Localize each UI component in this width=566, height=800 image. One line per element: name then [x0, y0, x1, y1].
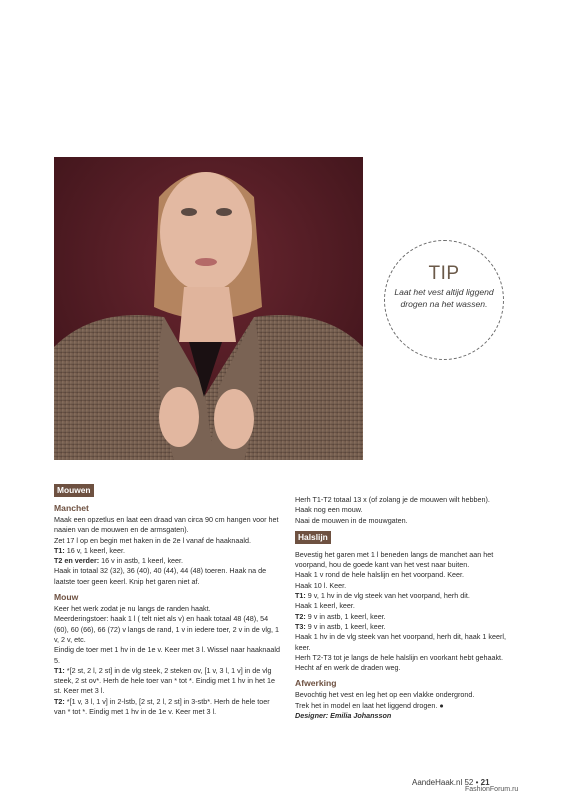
row-label: T3: [295, 621, 306, 631]
paragraph: Naai de mouwen in de mouwgaten. [295, 515, 408, 525]
paragraph-text: Trek het in model en laat het liggend drogen. [295, 700, 438, 710]
row-text: *[2 st, 2 l, 2 st] in de vlg steek, 2 steken ov, [1 v, 3 l, 1 v] in de vlg steek, 2 st ov*. Herh de hele toer van * tot *. Eindig met 1 hv in het 1e st. Keer met 3 l. [54, 665, 275, 696]
row-label: T1: [54, 545, 65, 555]
paragraph: Haak nog een mouw. [295, 505, 363, 515]
designer-credit: Designer: Emilia Johansson [295, 711, 392, 721]
paragraph: Herh T2-T3 tot je langs de hele halslijn en voorkant hebt gehaakt. Hecht af en werk de draden weg. [295, 652, 504, 673]
row-text: 9 v, 1 hv in de vlg steek van het voorpand, herh dit. [305, 591, 470, 601]
row-instruction [295, 591, 521, 601]
paragraph: Haak 1 keerl, keer. [295, 601, 355, 611]
tip-title: TIP [428, 263, 460, 284]
tip-text: Laat het vest altijd liggend drogen na het wassen. [394, 287, 494, 309]
paragraph: Maak een opzetlus en laat een draad van circa 90 cm hangen voor het naaien van de mouwen en de armsgaten). [54, 515, 279, 535]
page-number: 21 [480, 778, 490, 787]
left-column [54, 484, 280, 717]
row-instruction [54, 666, 280, 697]
row-text: 9 v in astb, 1 keerl, keer. [305, 611, 386, 621]
row-label: T1: [295, 591, 306, 601]
row-instruction [295, 612, 521, 622]
row-instruction [54, 546, 280, 556]
heading-manchet: Manchet [54, 503, 89, 513]
paragraph: Haak 10 l. Keer. [295, 580, 347, 590]
row-text: *[1 v, 3 l, 1 v] in 2-lstb, [2 st, 2 l, 2 st] in 3-stb*. Herh de hele toer van * tot *. Eindig met 1 hv in de 1e v. Keer met 3 l. [54, 696, 270, 717]
section-badge-halslijn: Halslijn [295, 531, 331, 544]
paragraph: Eindig de toer met 1 hv in de 1e v. Keer met 3 l. Wissel naar haaknaald 5. [54, 645, 280, 665]
heading-afwerking: Afwerking [295, 678, 337, 689]
paragraph [295, 701, 521, 711]
paragraph: Bevestig het garen met 1 l beneden langs de manchet aan het voorpand, hou de goede kant van het vest naar buiten. [295, 549, 494, 570]
paragraph: Keer het werk zodat je nu langs de randen haakt. [54, 604, 211, 614]
heading-mouw: Mouw [54, 592, 79, 603]
paragraph: Meerderingstoer: haak 1 l ( telt niet als v) en haak totaal 48 (48), 54 (60), 60 (66), 66 (72) v langs de rand, 1 v in iedere toer, 2 v in de vlg, 1 v, 2 v, etc. [54, 614, 279, 644]
tip-circle [384, 240, 504, 360]
row-label: T1: [54, 665, 65, 675]
paragraph: Zet 17 l op en begin met haken in de 2e l vanaf de haaknaald. [54, 535, 251, 545]
row-text: 16 v in astb, 1 keerl, keer. [99, 556, 184, 566]
photo-illustration [54, 157, 363, 460]
paragraph: Herh T1-T2 totaal 13 x (of zolang je de mouwen wilt hebben). [295, 495, 490, 504]
row-instruction [295, 622, 521, 632]
paragraph: Haak 1 hv in de vlg steek van het voorpand, herh dit, haak 1 keerl, keer. [295, 632, 506, 652]
row-label: T2: [54, 696, 65, 706]
model-photo [54, 157, 363, 460]
paragraph: Haak 1 v rond de hele halslijn en het voorpand. Keer. [295, 570, 465, 580]
footer-site: AandeHaak.nl 52 [412, 778, 474, 787]
paragraph: Haak in totaal 32 (32), 36 (40), 40 (44), 44 (48) toeren. Haak na de laatste toer geen keerl. Knip het garen niet af. [54, 566, 267, 586]
row-instruction [54, 556, 280, 566]
row-label: T2 en verder: [54, 556, 100, 566]
watermark: FashionForum.ru [465, 786, 519, 793]
right-column [295, 495, 521, 721]
paragraph: Bevochtig het vest en leg het op een vlakke ondergrond. [295, 690, 475, 700]
row-text: 9 v in astb, 1 keerl, keer. [305, 621, 386, 631]
footer-bullet: • [475, 778, 479, 787]
row-instruction [54, 697, 280, 718]
row-text: 16 v, 1 keerl, keer. [64, 545, 125, 555]
end-mark-icon: ● [439, 700, 444, 710]
section-badge-mouwen: Mouwen [54, 484, 94, 497]
row-label: T2: [295, 611, 306, 621]
